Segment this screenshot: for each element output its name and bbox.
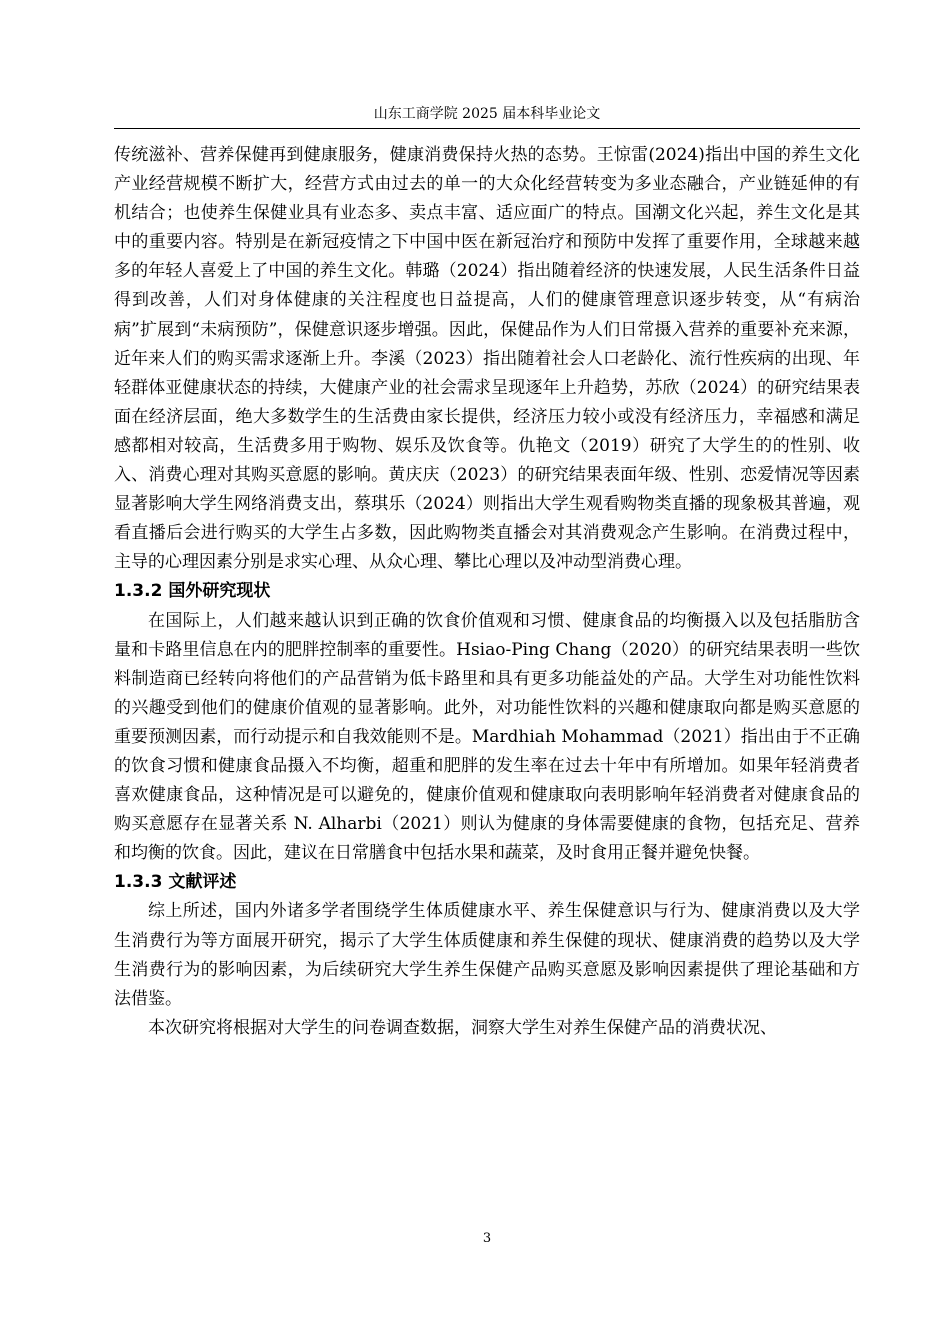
paragraph-domestic-research: 传统滋补、营养保健再到健康服务，健康消费保持火热的态势。王惊雷(2024)指出中国的养生文化产业经营规模不断扩大，经营方式由过去的单一的大众化经营转变为多业态融合，产业链延伸的有机结合；也使养生保健业具有业态多、卖点丰富、适应面广的特点。国潮文化兴起，养生文化是其中的重要内容。特别是在新冠疫情之下中国中医在新冠治疗和预防中发挥了重要作用，全球越来越多的年轻人喜爱上了中国的养生文化。韩璐（2024）指出随着经济的快速发展，人民生活条件日益得到改善，人们对身体健康的关注程度也日益提高，人们的健康管理意识逐步转变，从“有病治病”扩展到“未病预防”，保健意识逐步增强。因此，保健品作为人们日常摄入营养的重要补充来源，近年来人们的购买需求逐渐上升。李溪（2023）指出随着社会人口老龄化、流行性疾病的出现、年轻群体亚健康状态的持续，大健康产业的社会需求呈现逐年上升趋势，苏欣（2024）的研究结果表面在经济层面，绝大多数学生的生活费由家长提供，经济压力较小或没有经济压力，幸福感和满足感都相对较高，生活费多用于购物、娱乐及饮食等。仇艳文（2019）研究了大学生的的性别、收入、消费心理对其购买意愿的影响。黄庆庆（2023）的研究结果表面年级、性别、恋爱情况等因素显著影响大学生网络消费支出，蔡琪乐（2024）则指出大学生观看购物类直播的现象极其普遍，观看直播后会进行购买的大学生占多数，因此购物类直播会对其消费观念产生影响。在消费过程中，主导的心理因素分别是求实心理、从众心理、攀比心理以及冲动型消费心理。 — [114, 145, 860, 573]
header-rule — [114, 128, 860, 129]
running-header: 山东工商学院 2025 届本科毕业论文 — [373, 106, 601, 122]
section-heading-1-3-2: 1.3.2 国外研究现状 — [114, 581, 271, 602]
paragraph-foreign-research: 在国际上，人们越来越认识到正确的饮食价值观和习惯、健康食品的均衡摄入以及包括脂肪含量和卡路里信息在内的肥胖控制率的重要性。Hsiao-Ping Chang（2020）的研究结果表明一些饮料制造商已经转向将他们的产品营销为低卡路里和具有更多功能益处的产品。大学生对功能性饮料的兴趣受到他们的健康价值观的显著影响。此外，对功能性饮料的兴趣和健康取向都是购买意愿的重要预测因素，而行动提示和自我效能则不是。Mardhiah Mohammad（2021）指出由于不正确的饮食习惯和健康食品摄入不均衡，超重和肥胖的发生率在过去十年中有所增加。如果年轻消费者喜欢健康食品，这种情况是可以避免的，健康价值观和健康取向表明影响年轻消费者对健康食品的购买意愿存在显著关系 N. Alharbi（2021）则认为健康的身体需要健康的食物，包括充足、营养和均衡的饮食。因此，建议在日常膳食中包括水果和蔬菜，及时食用正餐并避免快餐。 — [114, 610, 860, 864]
paragraph-literature-review: 综上所述，国内外诸多学者围绕学生体质健康水平、养生保健意识与行为、健康消费以及大学生消费行为等方面展开研究，揭示了大学生体质健康和养生保健的现状、健康消费的趋势以及大学生消费行为的影响因素，为后续研究大学生养生保健产品购买意愿及影响因素提供了理论基础和方法借鉴。 — [114, 901, 860, 1009]
paragraph-study-plan: 本次研究将根据对大学生的问卷调查数据，洞察大学生对养生保健产品的消费状况、 — [148, 1017, 777, 1038]
section-heading-1-3-3: 1.3.3 文献评述 — [114, 872, 237, 893]
body-text — [114, 141, 860, 1043]
page-number: 3 — [482, 1231, 492, 1246]
